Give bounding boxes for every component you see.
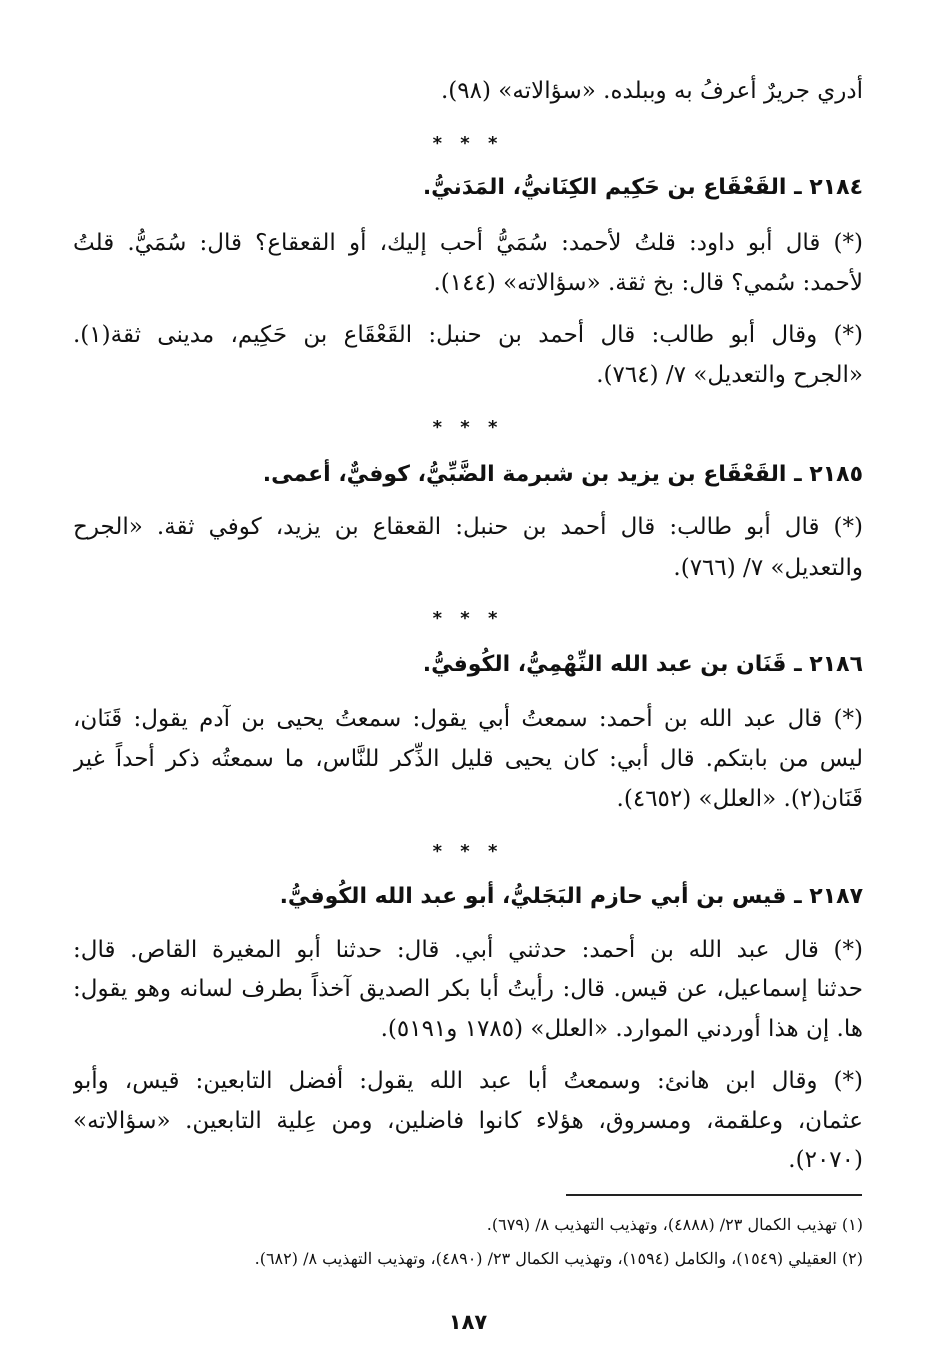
entry-2187-p1-line2: حدثنا إسماعيل، عن قيس. قال: رأيتُ أبا بكر الصديق آخذاً بطرف لسانه وهو يقول: <box>73 976 863 1002</box>
entry-2184-p1-line2: لأحمد: سُمي؟ قال: بخ ثقة. «سؤالاته» (١٤٤). <box>433 270 863 296</box>
entry-2186-p1-line3: قَنَان(٢). «العلل» (٤٦٥٢). <box>616 786 863 812</box>
section-separator: * * * <box>432 417 504 438</box>
entry-2187-p2-line1: (*) وقال ابن هانئ: وسمعتُ أبا عبد الله يقول: أفضل التابعين: قيس، وأبو <box>73 1068 863 1094</box>
section-separator: * * * <box>432 133 504 154</box>
entry-2187-p1-line1: (*) قال عبد الله بن أحمد: حدثني أبي. قال: حدثنا أبو المغيرة القاص. قال: <box>73 937 863 963</box>
entry-heading-2185: ٢١٨٥ ـ القَعْقَاع بن يزيد بن شبرمة الضَّبِّيُّ، كوفيٌّ، أعمى. <box>262 462 863 487</box>
entry-2186-p1-line1: (*) قال عبد الله بن أحمد: سمعتُ أبي يقول: سمعتُ يحيى بن آدم يقول: قَنَان، <box>73 706 863 732</box>
entry-2185-p1-line2: والتعديل» ٧/ (٧٦٦). <box>673 555 863 581</box>
entry-2184-p2-line2: «الجرح والتعديل» ٧/ (٧٦٤). <box>596 362 863 388</box>
entry-2184-p2-line1: (*) وقال أبو طالب: قال أحمد بن حنبل: القَعْقَاع بن حَكِيم، مدينى ثقة(١). <box>73 322 863 348</box>
section-separator: * * * <box>432 608 504 629</box>
footnote-2: (٢) العقيلي (١٥٤٩)، والكامل (١٥٩٤)، وتهذيب الكمال ٢٣/ (٤٨٩٠)، وتهذيب التهذيب ٨/ (٦٨٢). <box>254 1249 863 1268</box>
entry-heading-2187: ٢١٨٧ ـ قيس بن أبي حازم البَجَليُّ، أبو عبد الله الكُوفيُّ. <box>279 884 863 909</box>
footnote-divider <box>566 1194 862 1196</box>
entry-heading-2186: ٢١٨٦ ـ قَنَان بن عبد الله النِّهْمِيُّ، الكُوفيُّ. <box>422 652 863 677</box>
entry-2186-p1-line2: ليس من بابتكم. قال أبي: كان يحيى قليل الذِّكر للنَّاس، ما سمعتُه ذكر أحداً غير <box>73 746 863 772</box>
entry-2187-p1-line3: ها. إن هذا أوردني الموارد. «العلل» (١٧٨٥ و٥١٩١). <box>380 1016 863 1042</box>
continuation-line: أدري جريرٌ أعرفُ به وببلده. «سؤالاته» (٩٨). <box>440 78 863 104</box>
entry-2187-p2-line3: (٢٠٧٠). <box>788 1147 863 1173</box>
entry-2185-p1-line1: (*) قال أبو طالب: قال أحمد بن حنبل: القعقاع بن يزيد، كوفي ثقة. «الجرح <box>73 514 863 540</box>
section-separator: * * * <box>432 841 504 862</box>
entry-2184-p1-line1: (*) قال أبو داود: قلتُ لأحمد: سُمَيُّ أحب إليك، أو القعقاع؟ قال: سُمَيُّ. قلتُ <box>73 230 863 256</box>
entry-2187-p2-line2: عثمان، وعلقمة، ومسروق، هؤلاء كانوا فاضلين، ومن عِلية التابعين. «سؤالاته» <box>73 1108 863 1134</box>
entry-heading-2184: ٢١٨٤ ـ القَعْقَاع بن حَكِيم الكِنَانيُّ، المَدَنيُّ. <box>422 175 863 200</box>
page-number: ١٨٧ <box>448 1310 488 1334</box>
footnote-1: (١) تهذيب الكمال ٢٣/ (٤٨٨٨)، وتهذيب التهذيب ٨/ (٦٧٩). <box>486 1215 863 1234</box>
